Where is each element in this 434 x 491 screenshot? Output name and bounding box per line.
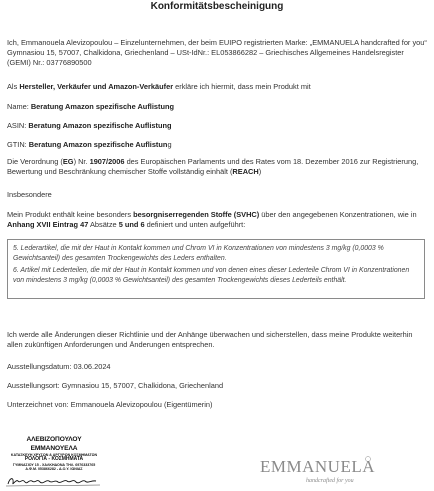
stamp-line2: ΚΑΤΑΣΚΕΥΗ ΧΡΥΣΩΝ & ΑΡΓΥΡΩΝ ΚΟΣΜΗΜΑΤΩΝ: [10, 453, 98, 458]
name-line: [7, 102, 427, 112]
name-label: Name:: [7, 102, 31, 111]
declaration-role: Hersteller, Verkäufer und Amazon-Verkäufer: [19, 82, 174, 91]
stamp-line3: ΡΟΛΟΓΙΑ - ΚΟΣΜΗΜΑΤΑ: [24, 456, 84, 463]
gtin-tail: g: [167, 140, 172, 149]
stamp-line5: Α.Φ.Μ. 053866282 - Δ.Ο.Υ. ΙΩΝΙΑΣ: [25, 466, 83, 471]
company-stamp: [4, 435, 104, 487]
document-title: Konformitätsbescheinigung: [150, 1, 284, 12]
issue-place: Ausstellungsort: Gymnasiou 15, 57007, Chalkidona, Griechenland: [7, 381, 224, 390]
svhc-bold1: besorgniserregenden Stoffe (SVHC): [133, 210, 260, 219]
restriction-item-5: 5. Lederartikel, die mit der Haut in Kontakt kommen und Chrom VI in Konzentrationen von mindestens 3 mg/kg (0,0003 % Gewichtsanteil) des gesamten Trockengewichts des Leders enthalten.: [13, 245, 384, 262]
declaration-line: [7, 82, 427, 92]
svhc-paragraph: [7, 210, 427, 230]
asin-value: Beratung Amazon spezifische Auflistung: [28, 121, 172, 130]
svhc-bold2: Anhang XVII Eintrag 47: [7, 220, 89, 230]
restriction-item-6: 6. Artikel mit Lederteilen, die mit der Haut in Kontakt kommen und von denen eines dieser Lederteile Chrom VI in Konzentrationen von mindestens 3 mg/kg (0,0003 % Gewichtsanteil) des gesamten Trockengewichts dieses Lederteils enthält.: [13, 267, 410, 284]
reg-bold2: 1907/2006: [89, 157, 125, 166]
logo-tagline-text: handcrafted for you: [306, 478, 354, 484]
svhc-bold3: 5 und 6: [118, 220, 145, 230]
issue-date: Ausstellungsdatum: 03.06.2024: [7, 362, 111, 371]
svhc-part4: definiert und unten aufgeführt:: [144, 220, 246, 230]
declaration-prefix: Als: [7, 82, 20, 91]
signed-by: Unterzeichnet von: Emmanouela Alevizopoulou (Eigentümerin): [7, 400, 213, 409]
gtin-line: [7, 140, 427, 150]
reg-bold1: EG: [62, 157, 74, 166]
reg-part4: ): [258, 167, 262, 177]
asin-label: ASIN:: [7, 121, 29, 130]
asin-line: [7, 121, 427, 131]
reg-bold3: REACH: [232, 167, 259, 177]
reg-part3: des Europäischen Parlaments und des Rates vom 18. Dezember 2016 zur Registrierung, Bewertung und Beschränkung chemischer Stoffe vollständig einhält (: [7, 157, 419, 177]
svhc-part3: Absätze: [88, 220, 119, 230]
declaration-suffix: erkläre ich hiermit, dass mein Produkt mit: [173, 82, 311, 91]
insbesondere-heading: Insbesondere: [7, 190, 52, 199]
regulation-paragraph: [7, 157, 427, 177]
stamp-line4: ΓΥΜΝΑΣΙΟΥ 15 - ΧΑΛΚΗΔΟΝΑ ΤΗΛ. 6976333765: [12, 462, 96, 467]
name-value: Beratung Amazon spezifische Auflistung: [30, 102, 174, 111]
emmanuela-logo-image: [256, 452, 376, 488]
stamp-name: ΑΛΕΒΙΖΟΠΟΥΛΟΥ ΕΜΜΑΝΟΥΕΛΑ: [26, 436, 82, 453]
brand-logo: [256, 452, 376, 488]
gtin-label: GTIN:: [7, 140, 29, 149]
intro-paragraph: Ich, Emmanouela Alevizopoulou – Einzelunternehmen, der beim EUIPO registrierten Marke: „EMMANUELA handcrafted for you“ Gymnasiou 15, 57007, Chalkidona, Griechenland – USt-IdNr.: EL053866282 – Griechisches Allgemeines Handelsregister (GEMI) Nr.: 03776890500: [7, 38, 427, 68]
signature-image: [4, 475, 104, 487]
reg-part1: Die Verordnung (: [7, 157, 63, 166]
monitoring-paragraph: Ich werde alle Änderungen dieser Richtlinie und der Anhänge überwachen und sicherstellen, dass meine Produkte weiterhin allen zukünftigen Anforderungen und Änderungen entsprechen.: [7, 330, 413, 350]
svhc-part1: Mein Produkt enthält keine besonders: [7, 210, 134, 219]
restriction-box: [7, 239, 425, 299]
reg-part2: ) Nr.: [73, 157, 90, 166]
gtin-value: Beratung Amazon spezifische Auflistun: [28, 140, 168, 149]
svhc-part2: über den angegebenen Konzentrationen, wie in: [259, 210, 417, 219]
logo-brand-text: EMMANUELA: [260, 457, 375, 476]
